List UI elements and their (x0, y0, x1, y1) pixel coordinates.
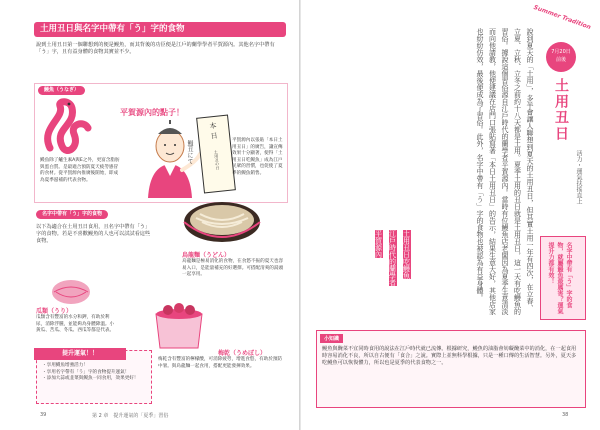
left-section-title: 土用丑日與名字中帶有「う」字的食物 (34, 22, 286, 37)
left-page-number: 39 (40, 412, 47, 418)
uri-text: 瓜類含有豐富的水分和鉀，有助於利尿，消除浮腫，並能夠為身體降溫。小黃瓜、苦瓜、冬瓜、西瓜等都是代表。 (36, 315, 115, 334)
festival-subtitle: 活力・運氣扶搖直上 (575, 150, 582, 204)
melon-icon (50, 278, 92, 306)
eel-label: 鰻魚（うなぎ） (38, 86, 85, 95)
sign-side-text: 鰻丑にて (186, 140, 193, 164)
tip-item: ・添加大蒜或韭菜與鰻魚一同食用，效果更好！ (42, 376, 139, 382)
gennai-callout: 平賀源內的點子！ (120, 108, 184, 117)
sub-section-intro: 以下為適合在土用丑日食用，且名字中帶有「う」字的食物。若是不喜歡鰻魚的人也可以試試看這些食物。 (36, 224, 151, 245)
udon-text: 烏龍麵是極易消化的食物，在食慾不振的夏天也容易入口，是能量補充的好選擇。可搭配清爽的湯頭一起享用。 (182, 259, 284, 278)
sign-line: 土用丑の日 (213, 149, 221, 171)
udon-bowl-icon (182, 200, 262, 248)
eel-caption: 鰻魚除了鱸生素A與E之外，更富含脂肪與蛋白質。是最適合預防夏天疲勞感冒的食材。從平賀源內推廣後開始，即成為夏季滋補的代表食物。 (40, 158, 120, 183)
sign-line: 日 (210, 131, 219, 141)
highlight-phrase: 江戶時代的蘭學者 (388, 230, 397, 286)
sign-line: 本 (209, 121, 217, 131)
date-text: 7月20日 (551, 49, 571, 55)
umeboshi-jar-icon (148, 300, 210, 350)
date-badge (546, 42, 576, 72)
notes-header: 小知識 (320, 334, 343, 343)
highlight-phrase: 平賀源內 (374, 230, 383, 258)
umeboshi-section (158, 348, 284, 370)
festival-name: 土用丑日 (553, 78, 569, 142)
tip-item: ・享用名字帶有「う」字的食物提升運氣！ (42, 369, 130, 375)
highlight-phrase-wrap (386, 230, 399, 310)
tip-item: ・享用鰻魚增強活力！ (42, 363, 88, 368)
udon-section (182, 250, 284, 279)
book-spine (299, 0, 301, 430)
body-paragraph: 說到夏天的「土用」，多半會讓人聯想到夏天的土用丑日，但其實土用一年有四次，在立春、立夏、立秋、立冬之前約十八天都是土用。夏季土用的丑日就是土用丑日，這一天有吃鰻魚的習俗。據說這個習俗源自江戶時代的蘭學者平賀源內。當時有位鰻魚店老闆因為夏季生意清淡而向他請教，他便建議在店門口張貼寫著「本日土用丑日」的告示，結果生意大好，其他店家也紛紛仿效，最後便成為了習俗。此外，名字中帶有「う」字的食物也被認為有益身體。 (476, 28, 534, 315)
umeboshi-text: 梅乾含有豐富的檸檬酸，可消除疲勞，增進食慾，有助於預防中暑。與烏龍麵一起食用，搭配更能發揮效果。 (158, 357, 283, 369)
notes-box (316, 330, 586, 408)
highlight-phrase: 土用丑日吃鰻魚 (402, 230, 411, 279)
sub-section-title: 名字中帶有「う」字的食物 (36, 210, 108, 219)
date-subtext: 前後 (555, 57, 566, 63)
umeboshi-name: 梅乾（うめぼし） (218, 350, 267, 357)
highlight-phrase-wrap (372, 230, 385, 310)
right-body-text (316, 28, 536, 318)
question-text: 名字中帶有「う」字的食物，就屬鰻魚最厲害？運氣提升力都有效！ (547, 242, 572, 314)
highlight-phrases (400, 230, 413, 310)
left-intro-text: 說到土用丑日第一個聯想到的便是鰻魚，而其背後的功臣便是江戶的蘭學學者平賀源內。其他名字中帶有「う」字，且有益身體的食物其實並不少。 (36, 42, 275, 56)
udon-name: 烏龍麵（うどん） (182, 252, 231, 259)
chapter-title: 第 2 章 提升運氣的「夏季」習俗 (92, 413, 169, 419)
section-arc-text: Summer Tradition (532, 3, 592, 32)
right-page-number: 38 (562, 412, 569, 418)
tip-list (42, 363, 148, 383)
eel-icon (40, 98, 100, 156)
notes-text: 鰻魚與醃菜不宜同時食用的說法在江戶時代就已流傳。根據研究，鰻魚的油脂會妨礙醃菜中的消化，在一起食用時容易消化不良，所以自古便有「食合」之說。實際上並無科學根據，只是一種口傳的生活智慧。另外，夏天多吃鰻魚可以恢復體力，所以也是夏季的代表食物之一。 (322, 346, 577, 367)
uri-name: 瓜類（うり） (36, 308, 73, 315)
tip-header: 提升運氣！！ (34, 348, 126, 360)
uri-section (36, 306, 116, 335)
gennai-caption: 平賀源內以張貼「本日土用丑日」的廣告，讓宣傳效果十分顯著，使得「土用丑日吃鰻魚」成為江戶民眾的習慣，也促使了夏季的鰻魚銷售。 (232, 138, 283, 176)
